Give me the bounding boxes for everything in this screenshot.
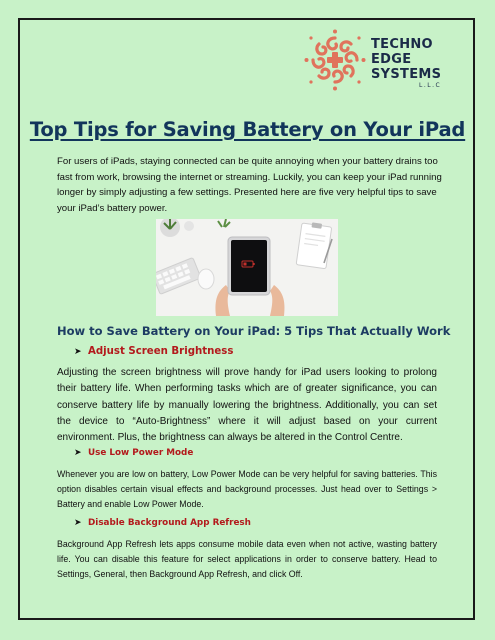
tip-heading-text: Disable Background App Refresh — [88, 518, 251, 528]
section-heading: How to Save Battery on Your iPad: 5 Tips That Actually Work — [57, 324, 451, 338]
tip-body-brightness: Adjusting the screen brightness will prove handy for iPad users looking to prolong their battery life. When performing tasks which are of greater significance, you can conserve battery life by manually lowering the brightness. Additionally, you can set the device to “Auto-Brightness” where it will adjust based on your current environment. Plus, the brightness can always be altered in the Control Centre. — [57, 367, 437, 444]
intro-paragraph: For users of iPads, staying connected can be quite annoying when your battery drains too fast from work, browsing the internet or streaming. Luckily, you can keep your iPad running longer by simply adjusting a few settings. Presented here are five very helpful tips to save your iPad’s battery power. — [57, 156, 442, 214]
logo-line-3: SYSTEMS — [371, 67, 442, 82]
tip-heading-text: Adjust Screen Brightness — [88, 346, 234, 357]
logo-line-1: TECHNO — [371, 37, 433, 52]
ipad-illustration — [156, 219, 338, 316]
logo-wordmark — [371, 37, 441, 82]
logo-line-2: EDGE — [371, 52, 412, 67]
swirl-logo-icon — [303, 28, 367, 92]
arrow-bullet-icon: ➤ — [74, 518, 82, 528]
tip-heading-brightness — [74, 346, 233, 357]
tip-heading-low-power — [74, 448, 193, 458]
tip-heading-text: Use Low Power Mode — [88, 448, 194, 458]
page-border — [18, 18, 475, 620]
logo-suffix: L.L.C — [419, 82, 442, 89]
arrow-bullet-icon: ➤ — [74, 448, 82, 458]
tip-body-background-refresh: Background App Refresh lets apps consume mobile data even when not active, wasting battery life. You can disable this feature for select applications in order to conserve battery. Head to Settings, General, then Background App Refresh, and click Off. — [57, 539, 437, 579]
tip-heading-background-refresh — [74, 518, 251, 528]
page-title: Top Tips for Saving Battery on Your iPad — [29, 118, 466, 141]
ipad-photo — [156, 219, 338, 316]
tip-body-low-power: Whenever you are low on battery, Low Power Mode can be very helpful for saving batteries. This option disables certain visual effects and background processes. Just head over to Settings > Battery and enable Low Power Mode. — [57, 469, 437, 509]
company-logo — [303, 28, 453, 94]
arrow-bullet-icon: ➤ — [74, 347, 82, 357]
